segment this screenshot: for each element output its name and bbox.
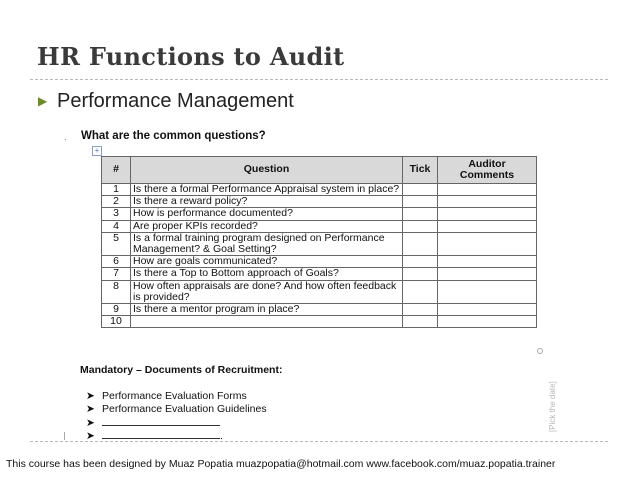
row-question: Is there a reward policy? [131, 196, 403, 208]
row-number: 5 [102, 232, 131, 255]
list-item [86, 403, 267, 416]
table-resize-handle-icon [537, 348, 543, 354]
row-number: 3 [102, 208, 131, 220]
triangle-right-icon: ▶ [38, 94, 48, 108]
row-comments-cell [438, 256, 537, 268]
blank-line [102, 429, 220, 439]
row-comments-cell [438, 304, 537, 316]
table-row [102, 184, 537, 196]
row-tick-cell [403, 316, 438, 328]
row-comments-cell [438, 268, 537, 280]
table-row [102, 268, 537, 280]
row-tick-cell [403, 208, 438, 220]
table-row [102, 316, 537, 328]
row-question: Is there a Top to Bottom approach of Goals? [131, 268, 403, 280]
row-tick-cell [403, 232, 438, 255]
row-question: How often appraisals are done? And how often feedback is provided? [131, 280, 403, 303]
blank-line [102, 416, 220, 426]
row-comments-cell [438, 232, 537, 255]
row-question: Is there a formal Performance Appraisal system in place? [131, 184, 403, 196]
row-comments-cell [438, 280, 537, 303]
header-question: Question [131, 157, 403, 184]
arrow-bullet-icon: ➤ [86, 417, 95, 429]
table-row [102, 304, 537, 316]
title-divider [30, 79, 608, 80]
table-row [102, 232, 537, 255]
row-tick-cell [403, 268, 438, 280]
row-number: 2 [102, 196, 131, 208]
row-tick-cell [403, 304, 438, 316]
blank-suffix: . [220, 430, 223, 442]
footer-credit: This course has been designed by Muaz Popatia muazpopatia@hotmail.com www.facebook.com/muaz.popatia.trainer [6, 458, 556, 470]
table-row [102, 280, 537, 303]
row-question: Is there a mentor program in place? [131, 304, 403, 316]
row-number: 1 [102, 184, 131, 196]
row-number: 10 [102, 316, 131, 328]
table-header-row [102, 157, 537, 184]
table-move-handle-icon: + [92, 146, 102, 156]
row-comments-cell [438, 184, 537, 196]
documents-list [86, 390, 267, 442]
row-number: 9 [102, 304, 131, 316]
table-row [102, 256, 537, 268]
header-number: # [102, 157, 131, 184]
arrow-bullet-icon: ➤ [86, 403, 95, 415]
arrow-bullet-icon: ➤ [86, 390, 95, 402]
arrow-bullet-icon: ➤ [86, 430, 95, 442]
footer-divider [30, 441, 608, 442]
table-row [102, 196, 537, 208]
table-row [102, 220, 537, 232]
row-comments-cell [438, 208, 537, 220]
bullet-performance-management: Performance Management [57, 90, 294, 112]
row-question: How are goals communicated? [131, 256, 403, 268]
header-auditor-comments: Auditor Comments [438, 157, 537, 184]
row-tick-cell [403, 280, 438, 303]
mandatory-heading: Mandatory – Documents of Recruitment: [80, 364, 283, 376]
list-item-blank [86, 416, 267, 429]
date-placeholder-vertical: [Pick the date] [548, 381, 557, 432]
row-question: Are proper KPIs recorded? [131, 220, 403, 232]
table-row [102, 208, 537, 220]
row-question: Is a formal training program designed on Performance Management? & Goal Setting? [131, 232, 403, 255]
row-tick-cell [403, 256, 438, 268]
row-number: 6 [102, 256, 131, 268]
row-question [131, 316, 403, 328]
questions-heading: What are the common questions? [81, 130, 266, 142]
slide-title: HR Functions to Audit [37, 42, 345, 71]
margin-mark [64, 432, 65, 440]
row-comments-cell [438, 316, 537, 328]
audit-questions-table [101, 156, 537, 328]
row-question: How is performance documented? [131, 208, 403, 220]
row-number: 4 [102, 220, 131, 232]
row-comments-cell [438, 220, 537, 232]
list-item-text: Performance Evaluation Guidelines [102, 403, 267, 415]
stray-dot: . [64, 132, 67, 143]
row-comments-cell [438, 196, 537, 208]
list-item-text: Performance Evaluation Forms [102, 390, 247, 402]
row-tick-cell [403, 184, 438, 196]
list-item [86, 390, 267, 403]
row-number: 7 [102, 268, 131, 280]
row-tick-cell [403, 196, 438, 208]
header-tick: Tick [403, 157, 438, 184]
row-number: 8 [102, 280, 131, 303]
row-tick-cell [403, 220, 438, 232]
